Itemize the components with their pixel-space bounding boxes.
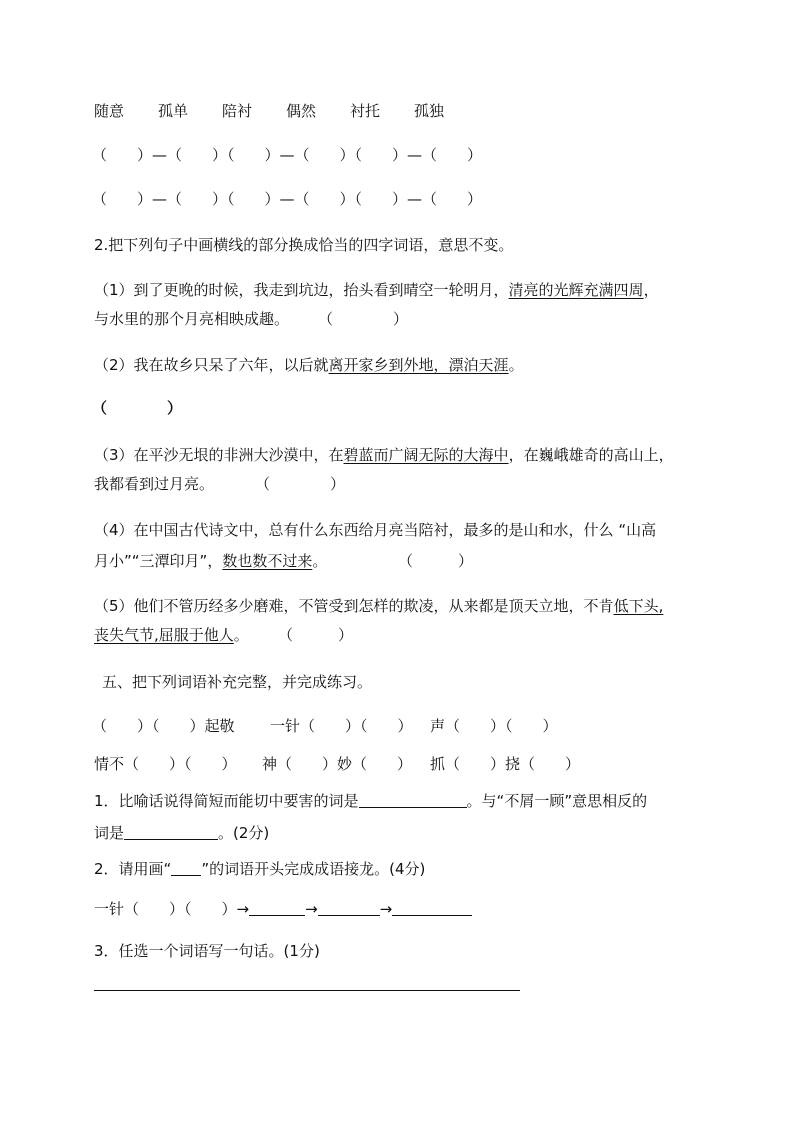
arrow-icon: → [379,900,393,918]
sentence-4-underlined: 数也数不过来 [222,552,313,570]
sentence-4-line-1: （4）在中国古代诗文中，总有什么东西给月亮当陪衬，最多的是山和水，什么 “山高 [94,521,657,539]
sentence-5-underlined-1: 低下头, [613,597,664,615]
sentence-1-line-1: （1）到了更晚的时候，我走到坑边，抬头看到晴空一轮明月，清亮的光辉充满四周， [94,281,659,299]
sentence-2-answer-paren[interactable]: （ ） [92,399,183,417]
sentence-1-underlined: 清亮的光辉充满四周 [508,281,644,299]
sentence-writing-line[interactable] [94,990,520,991]
sentence-4-line-2: 月小”“三潭印月”，数也数不过来。 [94,552,328,570]
sentence-5-answer-paren[interactable]: （ ） [278,626,354,644]
idiom-fill-2[interactable]: 一针（ ）（ ） [270,717,413,735]
idiom-fill-6[interactable]: 抓（ ）挠（ ） [430,755,581,773]
pair-blank-row-1[interactable]: （ ）—（ ）（ ）—（ ）（ ）—（ ） [92,146,483,164]
idiom-fill-1[interactable]: （ ）（ ）起敬 [92,717,235,735]
sentence-5-underlined-2: 丧失气节,屈服于他人 [94,626,234,644]
practice-1-line-1: 1．比喻话说得简短而能切中要害的词是 。与“不屑一顾”意思相反的 [94,792,648,810]
practice-1-blank-1[interactable] [359,791,467,808]
practice-1-blank-2[interactable] [124,823,218,840]
question-2-title: 2.把下列句子中画横线的部分换成恰当的四字词语，意思不变。 [94,236,514,254]
sentence-3-underlined: 碧蓝而广阔无际的大海中 [343,446,509,464]
word-1: 随意 [94,102,125,120]
sentence-3-line-1: （3）在平沙无垠的非洲大沙漠中，在碧蓝而广阔无际的大海中，在巍峨雄奇的高山上， [94,446,674,464]
section-5-title: 五、把下列词语补充完整，并完成练习。 [102,673,373,691]
underline-sample [171,859,201,876]
idiom-fill-3[interactable]: 声（ ）（ ） [430,717,558,735]
idiom-chain: 一针（ ）（ ）→ → → [94,899,472,919]
sentence-3-answer-paren[interactable]: （ ） [255,475,346,493]
chain-blank-1[interactable] [249,899,305,916]
arrow-icon: → [305,900,318,918]
idiom-fill-5[interactable]: 神（ ）妙（ ） [262,755,413,773]
word-6: 孤独 [414,102,445,120]
practice-1-line-2: 词是 。(2分) [94,824,270,842]
word-3: 陪衬 [222,102,253,120]
sentence-1-answer-paren[interactable]: （ ） [318,310,409,328]
sentence-2-line-1: （2）我在故乡只呆了六年，以后就离开家乡到外地，漂泊天涯。 [94,356,524,374]
idiom-fill-4[interactable]: 情不（ ）（ ） [94,755,237,773]
sentence-2-underlined: 离开家乡到外地，漂泊天涯 [328,356,509,374]
practice-2-line: 2．请用画“ ”的词语开头完成成语接龙。(4分) [94,860,426,878]
word-4: 偶然 [286,102,317,120]
chain-blank-2[interactable] [318,899,380,916]
pair-blank-row-2[interactable]: （ ）—（ ）（ ）—（ ）（ ）—（ ） [92,190,483,208]
sentence-5-line-1: （5）他们不管历经多少磨难，不管受到怎样的欺凌，从来都是顶天立地，不肯低下头, [94,597,664,615]
sentence-4-answer-paren[interactable]: （ ） [398,552,474,570]
chain-blank-3[interactable] [392,899,472,916]
word-2: 孤单 [158,102,189,120]
arrow-icon: → [236,900,250,918]
word-5: 衬托 [350,102,381,120]
sentence-5-line-2: 丧失气节,屈服于他人。 [94,626,249,644]
practice-3-line: 3．任选一个词语写一句话。(1分) [94,942,320,960]
sentence-1-line-2: 与水里的那个月亮相映成趣。 [94,310,290,328]
sentence-3-line-2: 我都看到过月亮。 [94,475,215,493]
